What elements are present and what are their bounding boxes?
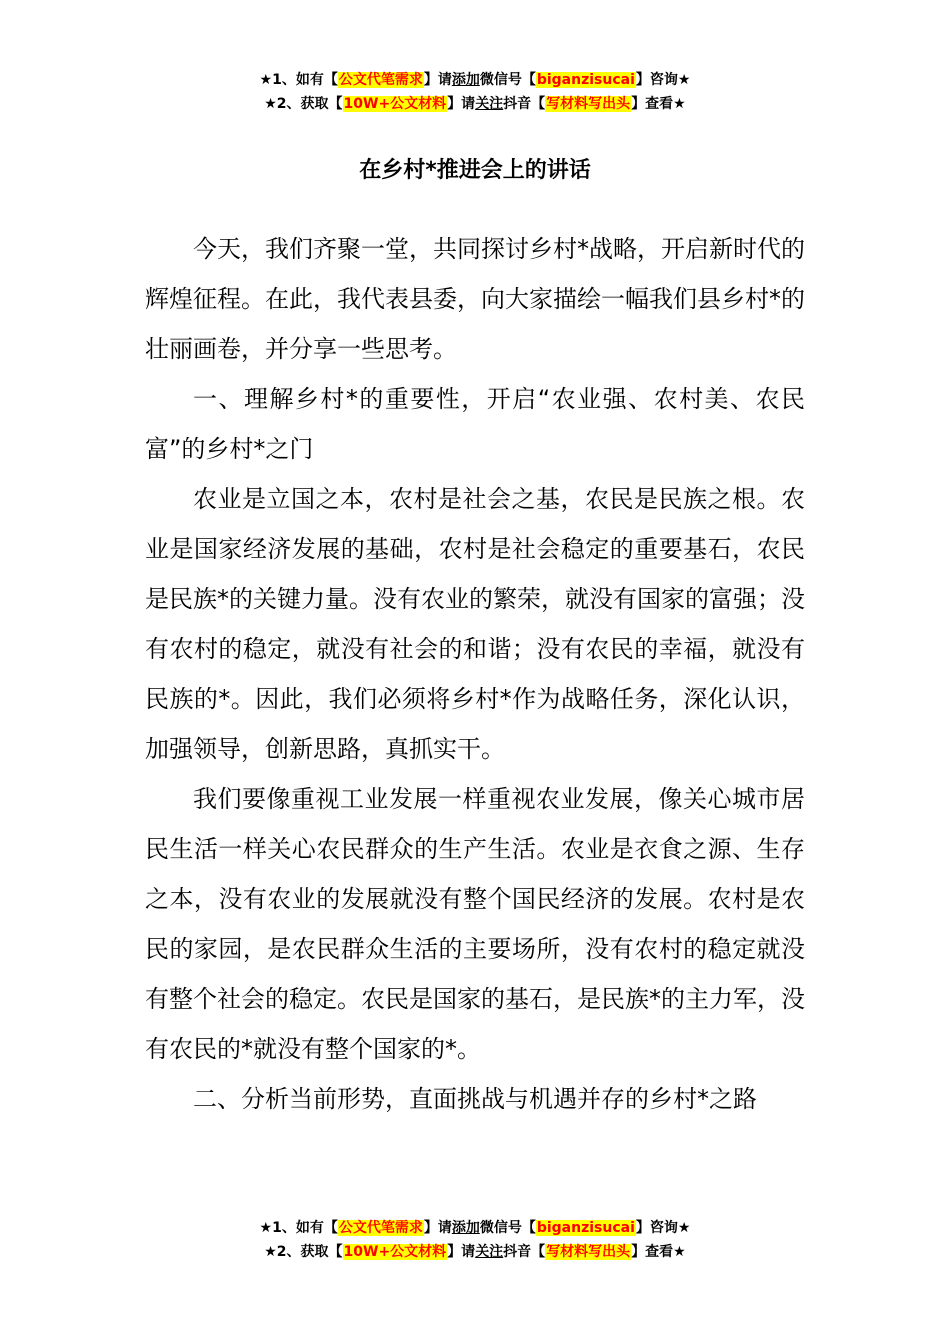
promo-highlight: 10W+公文材料 xyxy=(343,96,447,112)
promo-line-1: ★1、如有【公文代笔需求】请添加微信号【biganzisucai】咨询★ xyxy=(259,1220,691,1236)
wechat-id-highlight: biganzisucai xyxy=(536,1220,635,1236)
document-title: 在乡村*推进会上的讲话 xyxy=(359,158,591,183)
promo-highlight: 10W+公文材料 xyxy=(343,1244,447,1260)
document-body xyxy=(145,224,805,1124)
wechat-id-highlight: biganzisucai xyxy=(536,72,635,88)
section-heading: 一、理解乡村*的重要性，开启“农业强、农村美、农民富”的乡村*之门 xyxy=(145,385,805,463)
douyin-id-highlight: 写材料写出头 xyxy=(546,1244,631,1260)
footer-promo-banner xyxy=(0,1216,950,1264)
paragraph: 农业是立国之本，农村是社会之基，农民是民族之根。农业是国家经济发展的基础，农村是社会稳定的重要基石，农民是民族*的关键力量。没有农业的繁荣，就没有国家的富强；没有农村的稳定，就没有社会的和谐；没有农民的幸福，就没有民族的*。因此，我们必须将乡村*作为战略任务，深化认识，加强领导，创新思路，真抓实干。 xyxy=(145,485,805,763)
paragraph: 我们要像重视工业发展一样重视农业发展，像关心城市居民生活一样关心农民群众的生产生活。农业是衣食之源、生存之本，没有农业的发展就没有整个国民经济的发展。农村是农民的家园，是农民群众生活的主要场所，没有农村的稳定就没有整个社会的稳定。农民是国家的基石，是民族*的主力军，没有农民的*就没有整个国家的*。 xyxy=(145,785,805,1063)
promo-line-2: ★2、获取【10W+公文材料】请关注抖音【写材料写出头】查看★ xyxy=(264,1244,686,1260)
section-heading: 二、分析当前形势，直面挑战与机遇并存的乡村*之路 xyxy=(193,1085,757,1113)
promo-line-1: ★1、如有【公文代笔需求】请添加微信号【biganzisucai】咨询★ xyxy=(259,72,691,88)
paragraph: 今天，我们齐聚一堂，共同探讨乡村*战略，开启新时代的辉煌征程。在此，我代表县委，向大家描绘一幅我们县乡村*的壮丽画卷，并分享一些思考。 xyxy=(145,235,805,363)
promo-highlight: 公文代笔需求 xyxy=(338,1220,423,1236)
promo-highlight: 公文代笔需求 xyxy=(338,72,423,88)
header-promo-banner xyxy=(0,68,950,116)
douyin-id-highlight: 写材料写出头 xyxy=(546,96,631,112)
promo-line-2: ★2、获取【10W+公文材料】请关注抖音【写材料写出头】查看★ xyxy=(264,96,686,112)
